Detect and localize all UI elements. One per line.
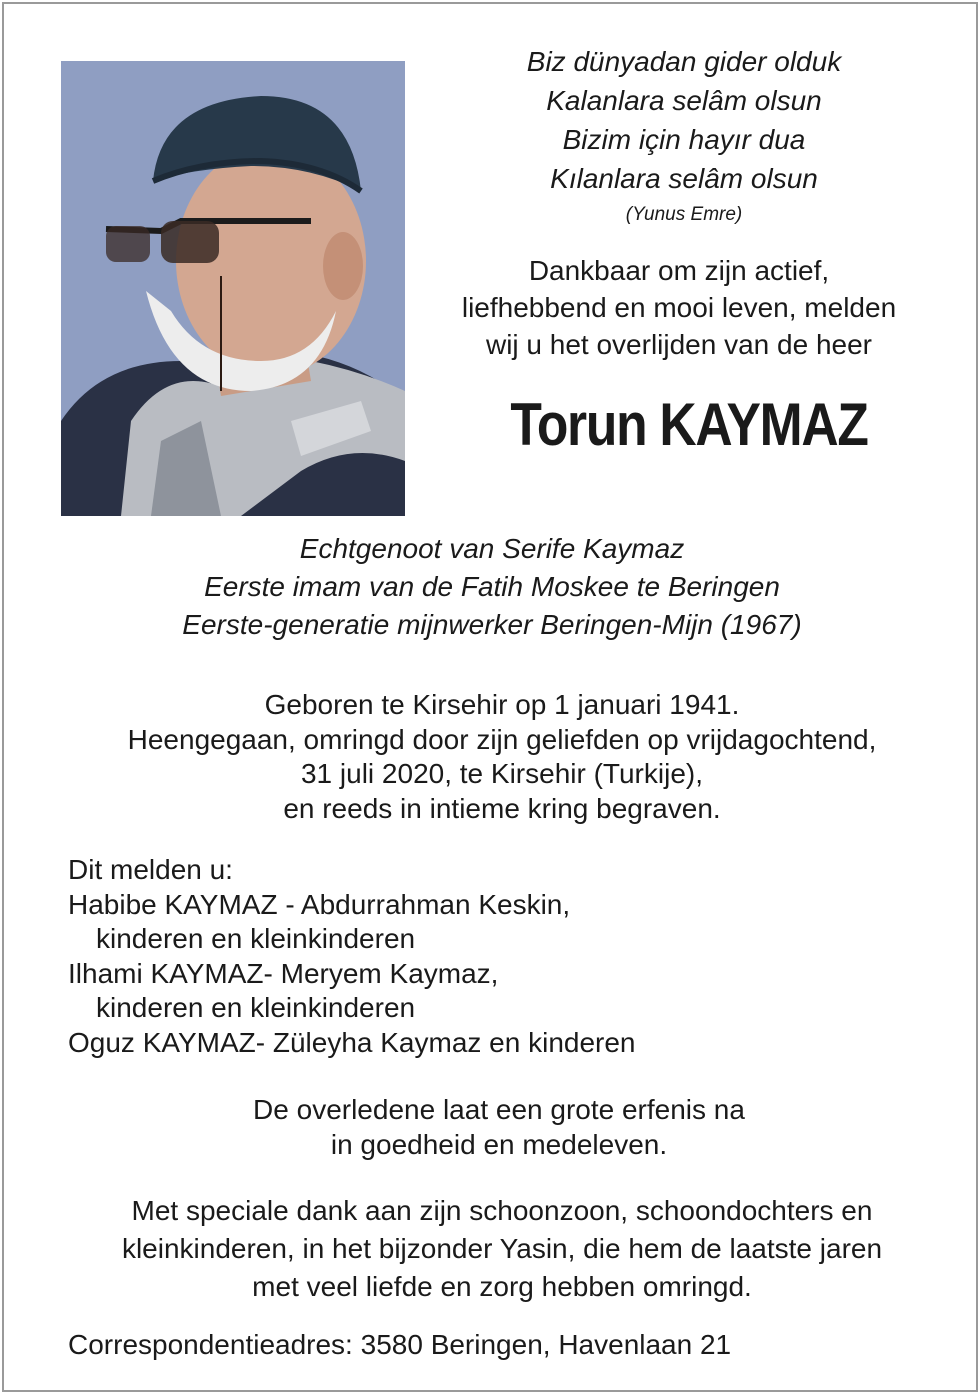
correspondence-address: Correspondentieadres: 3580 Beringen, Havenlaan 21 bbox=[68, 1329, 732, 1360]
thanks-line: met veel liefde en zorg hebben omringd. bbox=[252, 1271, 752, 1302]
poem-line: Kalanlara selâm olsun bbox=[546, 85, 822, 116]
deceased-name: Torun KAYMAZ bbox=[510, 391, 868, 458]
portrait-photo bbox=[61, 61, 405, 516]
poem-author: (Yunus Emre) bbox=[625, 204, 743, 225]
life-line: 31 juli 2020, te Kirsehir (Turkije), bbox=[300, 758, 703, 789]
thanks-line: kleinkinderen, in het bijzonder Yasin, die hem de laatste jaren bbox=[121, 1233, 883, 1264]
poem-line: Bizim için hayır dua bbox=[562, 124, 806, 155]
family-list bbox=[68, 853, 928, 1060]
announcement-intro bbox=[424, 252, 934, 363]
legacy-line: De overledene laat een grote erfenis na bbox=[253, 1094, 745, 1125]
life-line: Heengegaan, omringd door zijn geliefden op vrijdagochtend, bbox=[127, 723, 877, 755]
role-line: Eerste-generatie mijnwerker Beringen-Mijn (1967) bbox=[182, 609, 802, 640]
family-line: Habibe KAYMAZ - Abdurrahman Keskin, bbox=[68, 888, 571, 920]
family-line: kinderen en kleinkinderen bbox=[96, 923, 416, 954]
roles bbox=[4, 530, 980, 644]
thanks-statement bbox=[4, 1192, 980, 1306]
family-line: Oguz KAYMAZ- Züleyha Kaymaz en kinderen bbox=[68, 1026, 636, 1058]
life-details bbox=[4, 688, 980, 826]
family-line: Ilhami KAYMAZ- Meryem Kaymaz, bbox=[68, 957, 499, 989]
intro-line: liefhebbend en mooi leven, melden bbox=[461, 292, 897, 323]
legacy-line: in goedheid en medeleven. bbox=[330, 1129, 668, 1160]
portrait-illustration bbox=[61, 61, 405, 516]
obituary-card bbox=[2, 2, 978, 1392]
role-line: Echtgenoot van Serife Kaymaz bbox=[299, 533, 685, 564]
family-line: kinderen en kleinkinderen bbox=[96, 992, 416, 1023]
family-heading: Dit melden u: bbox=[68, 854, 233, 885]
poem bbox=[429, 42, 939, 230]
thanks-line: Met speciale dank aan zijn schoonzoon, schoondochters en bbox=[131, 1195, 873, 1226]
poem-line: Biz dünyadan gider olduk bbox=[526, 46, 842, 77]
intro-line: Dankbaar om zijn actief, bbox=[528, 255, 830, 286]
life-line: Geboren te Kirsehir op 1 januari 1941. bbox=[264, 689, 740, 720]
poem-line: Kılanlara selâm olsun bbox=[550, 163, 818, 194]
legacy-statement bbox=[4, 1092, 980, 1162]
life-line: en reeds in intieme kring begraven. bbox=[283, 792, 721, 824]
intro-line: wij u het overlijden van de heer bbox=[485, 329, 872, 360]
role-line: Eerste imam van de Fatih Moskee te Beringen bbox=[204, 571, 780, 602]
